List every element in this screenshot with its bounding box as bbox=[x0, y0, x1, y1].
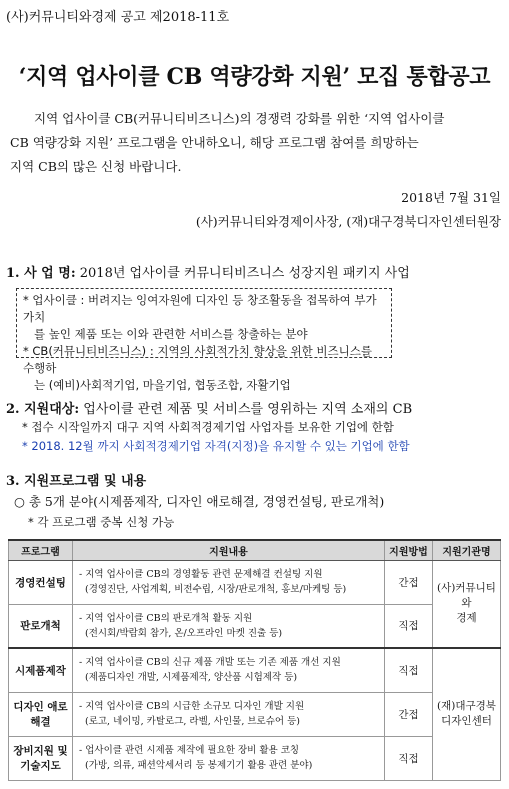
content-line: (제품디자인 개발, 시제품제작, 양산품 시험제작 등) bbox=[85, 672, 298, 684]
definition-box bbox=[16, 288, 392, 392]
program-table bbox=[8, 539, 501, 781]
program-name: 시제품제작 bbox=[9, 648, 73, 692]
content-line: - 지역 업사이클 CB의 시급한 소규모 디자인 개발 지원 bbox=[79, 701, 305, 712]
support-method: 직접 bbox=[385, 648, 433, 692]
eligibility-note-highlight: * 2018. 12월 까지 사회적경제기업 자격(지정)을 유지할 수 있는 기업에 한함 bbox=[22, 439, 410, 453]
section-2 bbox=[6, 398, 412, 417]
content-line: - 업사이클 관련 시제품 제작에 필요한 장비 활용 코칭 bbox=[79, 745, 300, 756]
eligibility-note: * 접수 시작일까지 대구 지역 사회적경제기업 사업자를 보유한 기업에 한함 bbox=[22, 420, 394, 434]
column-header: 프로그램 bbox=[9, 540, 73, 560]
section-1-text: 2018년 업사이클 커뮤니티비즈니스 성장지원 패키지 사업 bbox=[79, 266, 410, 281]
section-3 bbox=[6, 470, 146, 489]
table-row bbox=[9, 692, 501, 736]
section-1-heading: 1. 사 업 명: bbox=[6, 266, 76, 281]
program-name: 판로개척 bbox=[9, 604, 73, 648]
agency-line: (재)대구경북 bbox=[437, 700, 496, 713]
program-content bbox=[73, 560, 385, 604]
notice-date: 2018년 7월 31일 bbox=[401, 190, 501, 205]
definition-line: * CB(커뮤니티비즈니스) : 지역의 사회적가치 향상을 위한 비즈니스를 수행하 bbox=[23, 344, 372, 375]
content-line: (경영진단, 사업계획, 비전수립, 시장/판로개척, 홍보/마케팅 등) bbox=[85, 584, 347, 595]
program-content bbox=[73, 604, 385, 648]
definition-line: 를 높인 제품 또는 이와 관련한 서비스를 창출하는 분야 bbox=[34, 327, 308, 341]
content-line: (전시회/박람회 참가, 온/오프라인 마켓 진출 등) bbox=[85, 627, 283, 639]
table-row bbox=[9, 604, 501, 648]
program-content bbox=[73, 692, 385, 736]
support-agency bbox=[433, 648, 501, 780]
page-title: ‘지역 업사이클 CB 역량강화 지원’ 모집 통합공고 bbox=[18, 64, 491, 90]
definition-line: * 업사이클 : 버려지는 잉여자원에 디자인 등 창조활동을 접목하여 부가가치 bbox=[23, 293, 377, 324]
section-2-heading: 2. 지원대상: bbox=[6, 402, 80, 417]
signature: (사)커뮤니티와경제이사장, (재)대구경북디자인센터원장 bbox=[195, 214, 501, 229]
program-name: 경영컨설팅 bbox=[9, 560, 73, 604]
program-name: 디자인 애로해결 bbox=[9, 692, 73, 736]
column-header: 지원방법 bbox=[385, 540, 433, 560]
intro-paragraph bbox=[10, 107, 500, 179]
column-header: 지원기관명 bbox=[433, 540, 501, 560]
support-method: 직접 bbox=[385, 736, 433, 780]
section-2-text: 업사이클 관련 제품 및 서비스를 영위하는 지역 소재의 CB bbox=[83, 402, 413, 417]
intro-line: 지역 CB의 많은 신청 바랍니다. bbox=[10, 159, 182, 174]
duplicate-note: * 각 프로그램 중복 신청 가능 bbox=[28, 515, 175, 529]
table-row bbox=[9, 736, 501, 780]
notice-number: (사)커뮤니티와경제 공고 제2018-11호 bbox=[6, 10, 230, 25]
content-line: - 지역 업사이클 CB의 판로개척 활동 지원 bbox=[79, 612, 253, 624]
intro-line: CB 역량강화 지원’ 프로그램을 안내하오니, 해당 프로그램 참여를 희망하는 bbox=[10, 135, 419, 150]
content-line: - 지역 업사이클 CB의 신규 제품 개발 또는 기존 제품 개선 지원 bbox=[79, 657, 341, 669]
support-agency bbox=[433, 560, 501, 648]
content-line: (가방, 의류, 패션악세서리 등 봉제기기 활용 관련 분야) bbox=[85, 760, 313, 771]
content-line: (로고, 네이밍, 카탈로그, 라벨, 사인물, 브로슈어 등) bbox=[85, 716, 300, 727]
content-line: - 지역 업사이클 CB의 경영활동 관련 문제해결 컨설팅 지원 bbox=[79, 569, 323, 580]
support-method: 간접 bbox=[385, 692, 433, 736]
intro-line: 지역 업사이클 CB(커뮤니티비즈니스)의 경쟁력 강화를 위한 ‘지역 업사이클 bbox=[34, 111, 445, 126]
program-content bbox=[73, 648, 385, 692]
program-name: 장비지원 및 기술지도 bbox=[9, 736, 73, 780]
support-method: 간접 bbox=[385, 560, 433, 604]
section-3-heading: 3. 지원프로그램 및 내용 bbox=[6, 474, 147, 489]
agency-line: (사)커뮤니티와 bbox=[437, 582, 496, 610]
table-row bbox=[9, 560, 501, 604]
definition-line: 는 (예비)사회적기업, 마을기업, 협동조합, 자활기업 bbox=[34, 378, 291, 392]
column-header: 지원내용 bbox=[73, 540, 385, 560]
agency-line: 디자인센터 bbox=[441, 715, 492, 728]
agency-line: 경제 bbox=[456, 612, 477, 625]
section-1 bbox=[6, 262, 410, 281]
table-header-row bbox=[9, 540, 501, 560]
program-summary: ○ 총 5개 분야(시제품제작, 디자인 애로해결, 경영컨설팅, 판로개척) bbox=[14, 494, 385, 509]
table-row bbox=[9, 648, 501, 692]
support-method: 직접 bbox=[385, 604, 433, 648]
program-content bbox=[73, 736, 385, 780]
